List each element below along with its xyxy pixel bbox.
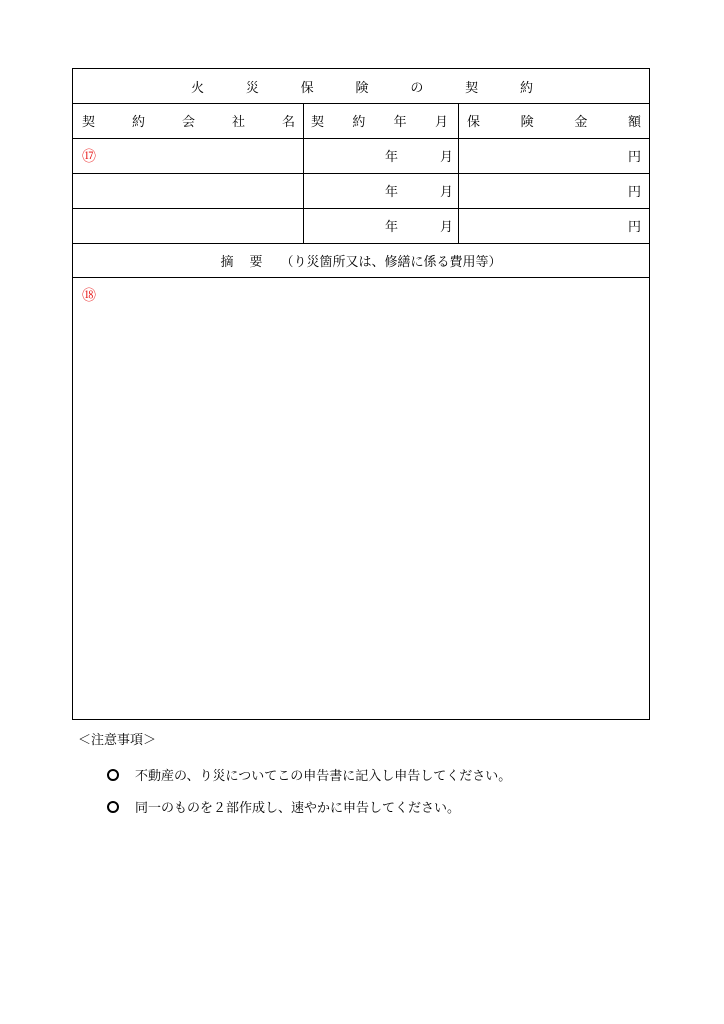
note-text: 不動産の、り災についてこの申告書に記入し申告してください。 bbox=[135, 769, 512, 784]
year-label: 年 bbox=[385, 185, 399, 200]
header-char: 約 bbox=[131, 115, 145, 130]
title-char: 険 bbox=[355, 80, 369, 96]
header-insured-amount bbox=[459, 103, 649, 138]
title-char: 保 bbox=[300, 80, 314, 96]
contract-date-field[interactable] bbox=[304, 208, 459, 243]
summary-text-area[interactable] bbox=[73, 277, 649, 719]
yen-label: 円 bbox=[627, 185, 641, 200]
circle-bullet-icon bbox=[107, 801, 119, 813]
header-contract-date bbox=[304, 103, 459, 138]
company-field[interactable] bbox=[73, 138, 304, 173]
header-char: 約 bbox=[352, 115, 366, 130]
header-row bbox=[73, 103, 649, 139]
insured-amount-field[interactable] bbox=[459, 208, 649, 243]
header-char: 保 bbox=[467, 115, 481, 130]
header-char: 会 bbox=[181, 115, 195, 130]
header-company bbox=[73, 103, 304, 138]
insured-amount-field[interactable] bbox=[459, 173, 649, 208]
yen-label: 円 bbox=[627, 220, 641, 235]
table-row bbox=[73, 208, 649, 244]
header-char: 月 bbox=[434, 115, 448, 130]
table-row bbox=[73, 173, 649, 209]
title-char: 契 bbox=[465, 80, 479, 96]
note-item bbox=[107, 797, 460, 816]
header-char: 社 bbox=[231, 115, 245, 130]
marker-17: ⑰ bbox=[82, 149, 96, 165]
company-field[interactable] bbox=[73, 173, 304, 208]
insured-amount-field[interactable] bbox=[459, 138, 649, 173]
header-char: 険 bbox=[520, 115, 534, 130]
title-row bbox=[73, 69, 649, 104]
company-field[interactable] bbox=[73, 208, 304, 243]
title-char: の bbox=[410, 80, 424, 96]
month-label: 月 bbox=[440, 220, 454, 235]
fire-insurance-table bbox=[72, 68, 650, 720]
header-char: 名 bbox=[281, 115, 295, 130]
summary-label-char: 要 bbox=[249, 254, 263, 270]
header-char: 額 bbox=[627, 115, 641, 130]
contract-date-field[interactable] bbox=[304, 138, 459, 173]
year-label: 年 bbox=[385, 150, 399, 165]
contract-date-field[interactable] bbox=[304, 173, 459, 208]
marker-18: ⑱ bbox=[82, 288, 96, 304]
summary-heading bbox=[73, 243, 649, 277]
header-char: 契 bbox=[311, 115, 325, 130]
table-title bbox=[73, 69, 649, 103]
title-char: 約 bbox=[519, 80, 533, 96]
year-label: 年 bbox=[385, 220, 399, 235]
circle-bullet-icon bbox=[107, 769, 119, 781]
header-char: 金 bbox=[574, 115, 588, 130]
note-item bbox=[107, 765, 511, 784]
table-row bbox=[73, 138, 649, 174]
month-label: 月 bbox=[440, 185, 454, 200]
note-text: 同一のものを２部作成し、速やかに申告してください。 bbox=[135, 801, 461, 816]
notes-heading: ＜注意事項＞ bbox=[78, 733, 157, 748]
header-char: 契 bbox=[82, 115, 96, 130]
month-label: 月 bbox=[440, 150, 454, 165]
title-char: 災 bbox=[245, 80, 259, 96]
summary-note: （り災箇所又は、修繕に係る費用等） bbox=[280, 254, 502, 270]
summary-header-row bbox=[73, 243, 649, 278]
title-char: 火 bbox=[191, 80, 205, 96]
header-char: 年 bbox=[393, 115, 407, 130]
summary-label-char: 摘 bbox=[220, 254, 234, 270]
yen-label: 円 bbox=[627, 150, 641, 165]
